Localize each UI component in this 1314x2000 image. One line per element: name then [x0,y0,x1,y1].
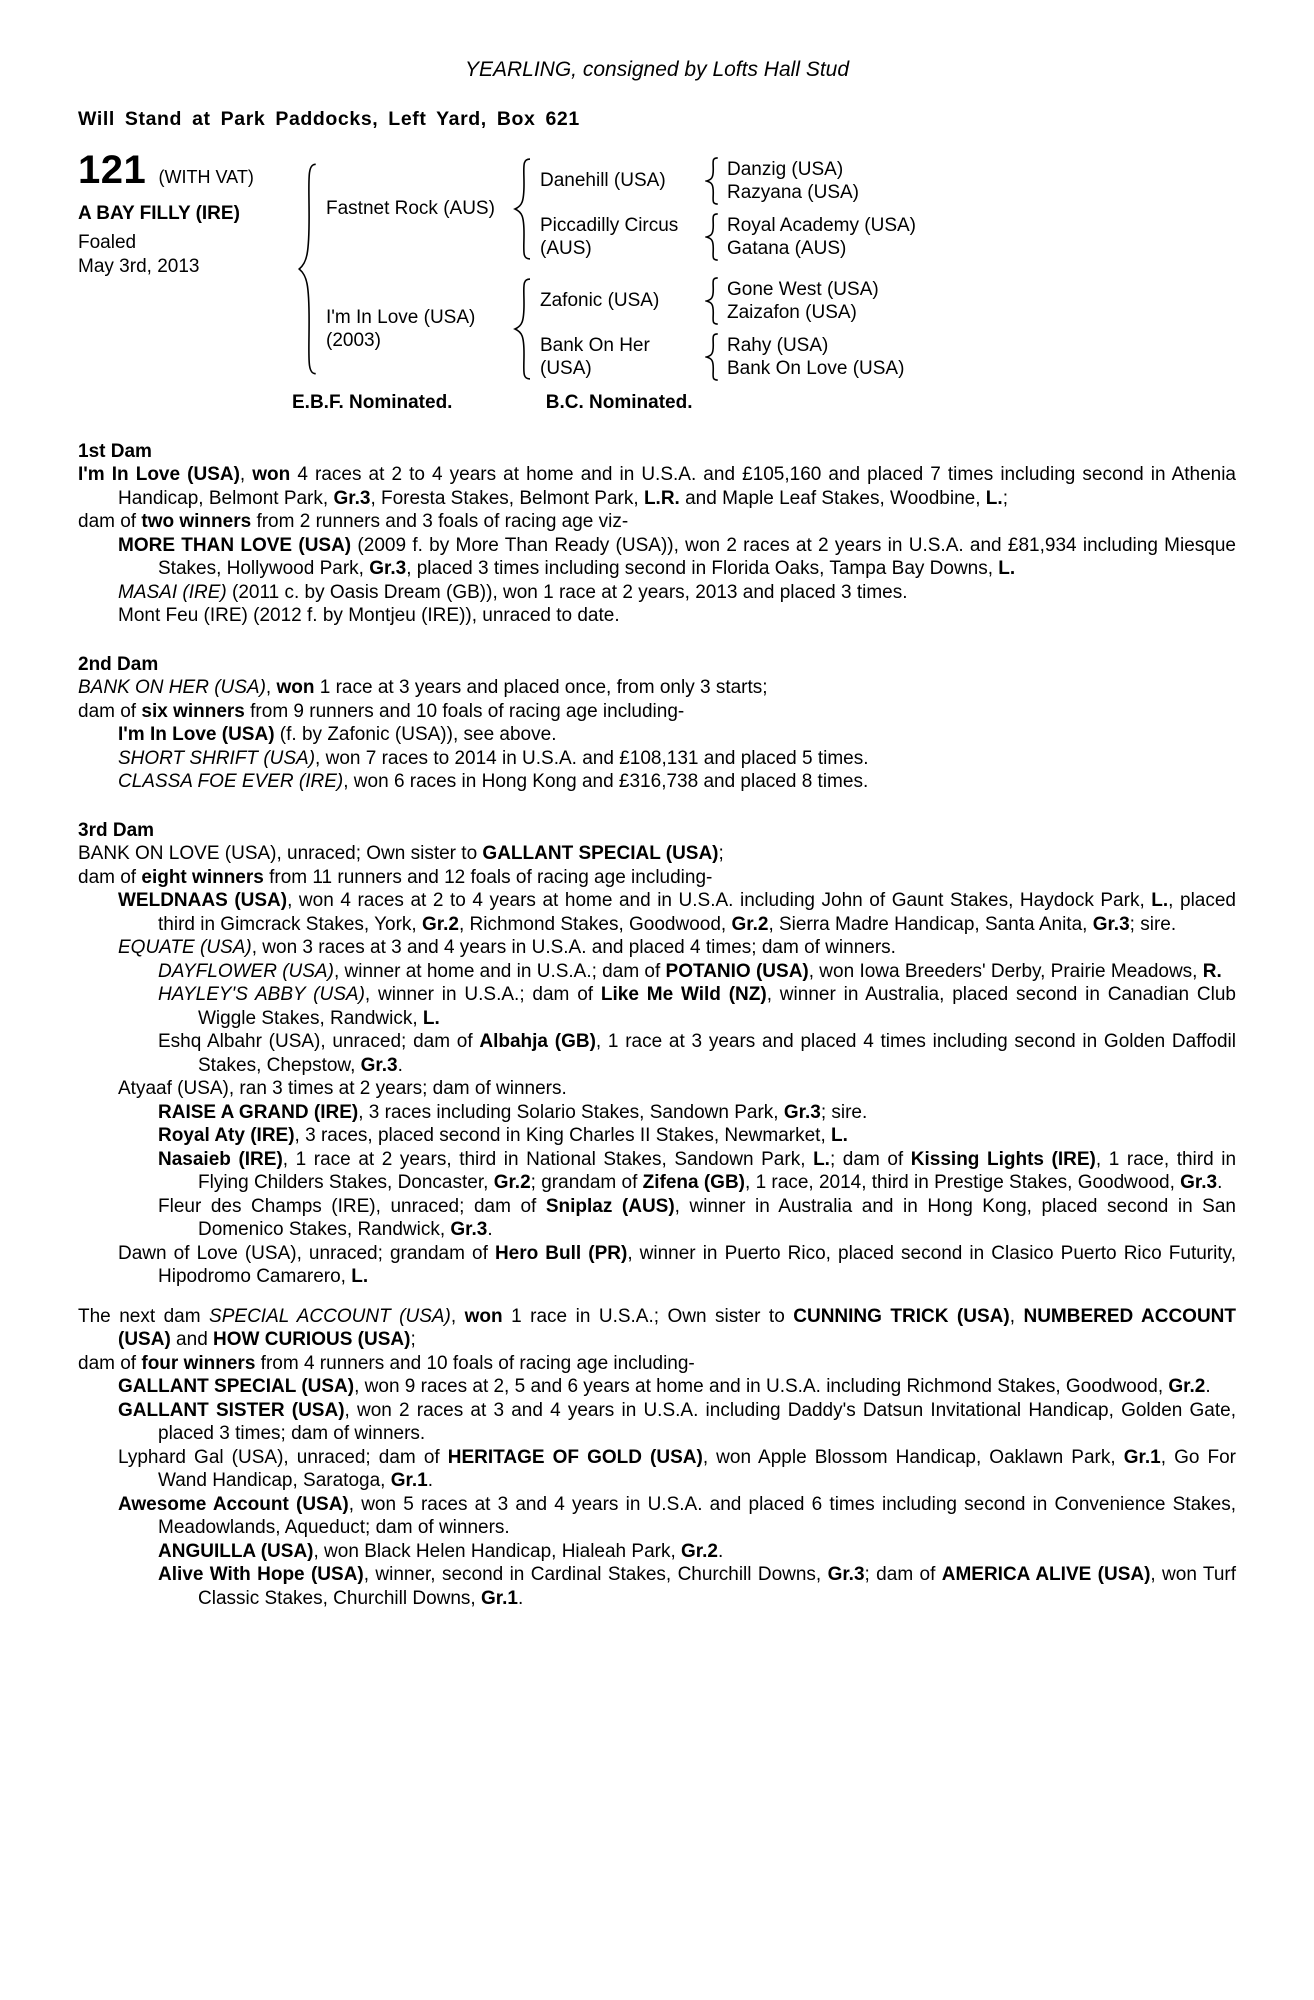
section-heading: 1st Dam [78,440,152,462]
sire-name: Fastnet Rock (AUS) [326,198,495,220]
text-segment: Kissing Lights (IRE) [910,1148,1096,1170]
text-segment: Albahja (GB) [479,1031,596,1052]
text-segment: . [487,1219,493,1240]
text-segment: Gr.3 [1180,1172,1218,1193]
horse-description: A BAY FILLY (IRE) [78,202,240,224]
text-segment: Gr.2 [731,913,769,935]
text-segment: won [464,1305,503,1327]
text-segment: won [276,677,315,698]
sire-sire-name: Danehill (USA) [540,170,666,192]
text-segment: Royal Aty (IRE) [158,1125,295,1146]
text-segment: Gr.3 [783,1101,821,1123]
text-segment: (f. by Zafonic (USA)), see above. [274,724,557,745]
text-segment: , won 2 races at 3 and 4 years in U.S.A. including Daddy's Datsun Invitational Handicap, Golden Gate, placed 3 times; dam of winners. [158,1399,1236,1444]
text-segment: , won 9 races at 2, 5 and 6 years at home and in U.S.A. including Richmond Stakes, Goodwood, [354,1376,1169,1397]
text-segment: , won 6 races in Hong Kong and £316,738 and placed 8 times. [343,771,869,792]
text-segment: Alive With Hope (USA) [158,1564,364,1585]
dam-dam-block [540,333,904,381]
pedigree-paragraph [78,1077,1236,1101]
sire-grandparents [540,157,916,261]
pedigree-paragraph [78,1030,1236,1077]
text-segment: SHORT SHRIFT (USA) [118,747,316,769]
great-granddam-name: Razyana (USA) [727,182,859,203]
pedigree-paragraph [78,1493,1236,1540]
text-segment: HERITAGE OF GOLD (USA) [447,1446,703,1468]
text-segment: L. [831,1125,848,1146]
text-segment: two winners [141,511,252,532]
text-segment: 1 race at 3 years and placed once, from only 3 starts; [314,677,768,698]
text-segment: dam of [78,511,142,532]
pedigree-paragraph [78,581,1236,605]
text-segment: from 11 runners and 12 foals of racing age including- [263,866,713,888]
text-segment: , winner at home and in U.S.A.; dam of [333,960,666,982]
text-segment: L. [998,558,1016,579]
dam-dam-parents [727,334,904,381]
text-segment: ; dam of [829,1148,911,1170]
lot-number: 121 [78,148,147,192]
great-grandsire-name: Rahy (USA) [727,334,829,356]
dam-sire-block [540,277,904,325]
pedigree-paragraph [78,1148,1236,1195]
text-segment: , Foresta Stakes, Belmont Park, [370,487,644,509]
text-segment: L. [422,1007,440,1029]
text-segment: Gr.2 [422,913,459,935]
text-segment: , 1 race, 2014, third in Prestige Stakes, Goodwood, [745,1172,1181,1193]
text-segment: Gr.2 [681,1540,719,1562]
text-segment: Zifena (GB) [642,1172,746,1193]
text-segment: dam of [78,1352,142,1374]
text-segment: , won Apple Blossom Handicap, Oaklawn Park, [702,1446,1124,1468]
text-segment: Gr.3 [369,558,407,579]
sire-dam-block [540,213,916,261]
lot-info [78,148,290,278]
pedigree-paragraph [78,1305,1236,1352]
pedigree-paragraph [78,676,1236,700]
text-segment: , won 7 races to 2014 in U.S.A. and £108,131 and placed 5 times. [315,747,869,769]
text-segment: , 3 races including Solario Stakes, Sandown Park, [358,1101,784,1123]
pedigree-paragraph [78,770,1236,794]
text-segment: , won Black Helen Handicap, Hialeah Park, [313,1540,682,1562]
text-segment: Gr.3 [450,1219,488,1240]
pedigree-main-brace-icon [297,160,319,378]
text-segment: (2011 c. by Oasis Dream (GB)), won 1 race at 2 years, 2013 and placed 3 times. [226,581,908,603]
dam-sire-brace-icon [705,277,720,325]
text-segment: L. [351,1266,369,1287]
sire-brace-icon [513,157,533,261]
text-segment: dam of [78,700,142,722]
foaled-date: May 3rd, 2013 [78,255,200,277]
ebf-nominated-label: E.B.F. Nominated. [292,392,453,413]
pedigree-paragraph [78,1399,1236,1446]
text-segment: , placed 3 times including second in Florida Oaks, Tampa Bay Downs, [406,558,999,579]
text-segment: Mont Feu (IRE) (2012 f. by Montjeu (IRE)), unraced to date. [118,605,620,626]
text-segment: DAYFLOWER (USA) [158,960,334,982]
pedigree-text [78,440,1236,1611]
text-segment: SPECIAL ACCOUNT (USA) [209,1305,451,1327]
text-segment: Gr.1 [480,1587,518,1609]
sire-sire-brace-icon [705,157,720,205]
pedigree-paragraph [78,1242,1236,1289]
pedigree-paragraph [78,1540,1236,1564]
great-grandsire-name: Royal Academy (USA) [727,214,917,236]
text-segment: CLASSA FOE EVER (IRE) [118,771,344,792]
text-segment: I'm In Love (USA) [118,724,275,745]
pedigree-paragraph [78,936,1236,960]
text-segment: GALLANT SISTER (USA) [118,1399,345,1421]
text-segment: ANGUILLA (USA) [158,1540,314,1562]
text-segment: I'm In Love (USA) [78,464,240,485]
text-segment: , winner in Australia and in Hong Kong, placed second in San Domenico Stakes, Randwick, [198,1195,1236,1240]
section-heading: 3rd Dam [78,819,155,841]
text-segment: , winner, second in Cardinal Stakes, Churchill Downs, [363,1564,828,1585]
text-segment: Eshq Albahr (USA), unraced; dam of [158,1031,480,1052]
text-segment: GALLANT SPECIAL (USA) [482,843,719,864]
great-granddam-name: Gatana (AUS) [727,238,847,259]
text-segment: ; sire. [1129,913,1177,935]
text-segment: Lyphard Gal (USA), unraced; dam of [118,1446,448,1468]
text-segment: from 2 runners and 3 foals of racing age viz- [251,511,629,532]
text-segment: Gr.2 [1168,1376,1206,1397]
text-segment: . [1217,1172,1223,1193]
text-segment: Gr.3 [827,1564,865,1585]
text-segment: , 1 race at 3 years and placed 4 times including second in Golden Daffodil Stakes, Chepstow, [198,1031,1236,1076]
great-grandsire-name: Danzig (USA) [727,158,844,180]
dam-block [326,277,916,381]
text-segment: from 4 runners and 10 foals of racing age including- [255,1352,695,1374]
text-segment: , [239,464,253,485]
great-granddam-name: Bank On Love (USA) [727,358,905,379]
text-segment: POTANIO (USA) [665,960,809,982]
sire-dam-name: Piccadilly Circus (AUS) [540,214,679,259]
pedigree-paragraph [78,889,1236,936]
text-segment: , won 5 races at 3 and 4 years in U.S.A. and placed 6 times including second in Convenience Stakes, Meadowlands, Aqueduct; dam of winners. [158,1493,1236,1538]
text-segment: WELDNAAS (USA) [118,890,288,911]
pedigree-paragraph [78,747,1236,771]
text-segment: , winner in U.S.A.; dam of [364,984,601,1005]
text-segment: Sniplaz (AUS) [545,1195,675,1217]
text-segment: six winners [141,700,245,722]
text-segment: , [450,1305,465,1327]
sire-block [326,157,916,261]
pedigree-paragraph [78,1195,1236,1242]
text-segment: Gr.1 [1123,1446,1161,1468]
great-grandsire-name: Gone West (USA) [727,278,879,300]
dam-grandparents [540,277,904,381]
pedigree-paragraph [78,960,1236,984]
pedigree-paragraph [78,604,1236,628]
dam-sire-name: Zafonic (USA) [540,290,660,312]
text-segment: BANK ON HER (USA) [78,677,266,698]
great-granddam-name: Zaizafon (USA) [727,302,857,323]
text-segment: , Richmond Stakes, Goodwood, [458,913,732,935]
pedigree-paragraph [78,510,1236,534]
text-segment: Gr.3 [333,487,371,509]
dam-sire-parents [727,278,879,325]
bc-nominated-label: B.C. Nominated. [545,392,693,413]
text-segment: , won 3 races at 3 and 4 years in U.S.A. and placed 4 times; dam of winners. [251,937,896,958]
text-segment: ; dam of [864,1564,942,1585]
pedigree-paragraph [78,1124,1236,1148]
pedigree-paragraph [78,1446,1236,1493]
nomination-row [78,391,1236,415]
lot-number-row [78,148,290,192]
text-segment: , won 4 races at 2 to 4 years at home and in U.S.A. including John of Gaunt Stakes, Haydock Park, [287,890,1152,911]
text-segment: ; [718,843,724,864]
page-title: YEARLING, consigned by Lofts Hall Stud [464,58,850,81]
text-segment: . [517,1587,524,1609]
text-segment: , won Turf Classic Stakes, Churchill Downs, [198,1564,1237,1609]
text-segment: won [252,464,291,485]
text-segment: Gr.2 [493,1172,531,1193]
section-heading: 2nd Dam [78,653,159,675]
text-segment: Nasaieb (IRE) [158,1148,283,1170]
pedigree-paragraph [78,983,1236,1030]
text-segment: Fleur des Champs (IRE), unraced; dam of [158,1195,546,1217]
text-segment: Atyaaf (USA), ran 3 times at 2 years; dam of winners. [118,1078,567,1099]
text-segment: 4 races at 2 to 4 years at home and in U.S.A. and £105,160 and placed 7 times including second in Athenia Handicap, Belmont Park, [118,464,1237,509]
text-segment: RAISE A GRAND (IRE) [158,1101,359,1123]
text-segment: HAYLEY'S ABBY (USA) [158,984,365,1005]
text-segment: ; [1002,487,1008,509]
text-segment: Gr.3 [1092,913,1130,935]
text-segment: . [427,1470,433,1491]
pedigree-paragraph [78,700,1236,724]
text-segment: EQUATE (USA) [118,937,252,958]
pedigree-parents [326,157,916,381]
text-segment: AMERICA ALIVE (USA) [941,1564,1151,1585]
text-segment: and Maple Leaf Stakes, Woodbine, [679,487,986,509]
pedigree-paragraph [78,463,1236,510]
text-segment: dam of [78,866,142,888]
text-segment: , Sierra Madre Handicap, Santa Anita, [768,913,1093,935]
text-segment: L. [1151,890,1169,911]
text-segment: MASAI (IRE) [118,581,227,603]
text-segment: , Go For Wand Handicap, Saratoga, [158,1446,1237,1491]
foaled-label: Foaled [78,232,137,253]
sire-sire-parents [727,158,859,205]
text-segment: NUMBERED ACCOUNT (USA) [118,1305,1237,1350]
text-segment: , winner in Puerto Rico, placed second in Clasico Puerto Rico Futurity, Hipodromo Camarero, [158,1242,1236,1287]
text-segment: ; [410,1329,416,1350]
text-segment: , 1 race at 2 years, third in National Stakes, Sandown Park, [282,1148,814,1170]
pedigree-paragraph [78,534,1236,581]
text-segment: L.R. [643,487,680,509]
text-segment: MORE THAN LOVE (USA) [118,534,352,556]
text-segment: R. [1202,960,1222,982]
text-segment: . [1205,1376,1211,1397]
text-segment: Dawn of Love (USA), unraced; grandam of [118,1242,495,1264]
lot-vat-note: (WITH VAT) [158,167,254,187]
pedigree-paragraph [78,1375,1236,1399]
text-segment: (2009 f. by More Than Ready (USA)), won 2 races at 2 years in U.S.A. and £81,934 including Miesque Stakes, Hollywood Park, [158,534,1236,579]
text-segment: and [170,1329,214,1350]
text-segment: 1 race in U.S.A.; Own sister to [502,1305,794,1327]
text-segment: , placed third in Gimcrack Stakes, York, [158,890,1236,935]
text-segment: ; sire. [820,1101,868,1123]
dam-brace-icon [513,277,533,381]
pedigree-block [78,148,1236,381]
sire-dam-parents [727,214,916,261]
text-segment: from 9 runners and 10 foals of racing age including- [244,700,685,722]
text-segment: HOW CURIOUS (USA) [213,1329,411,1350]
text-segment: , [265,677,277,698]
text-segment: eight winners [141,866,264,888]
text-segment: The next dam [78,1305,210,1327]
text-segment: GALLANT SPECIAL (USA) [118,1376,355,1397]
text-segment: CUNNING TRICK (USA) [793,1305,1010,1327]
pedigree-paragraph [78,1101,1236,1125]
pedigree-paragraph [78,866,1236,890]
text-segment: Awesome Account (USA) [118,1493,349,1515]
text-segment: Like Me Wild (NZ) [600,984,767,1005]
pedigree-paragraph [78,1352,1236,1376]
dam-name: I'm In Love (USA) (2003) [326,306,476,351]
text-segment: L. [985,487,1003,509]
text-segment: , 1 race, third in Flying Childers Stakes, Doncaster, [198,1148,1237,1193]
text-segment: , won Iowa Breeders' Derby, Prairie Meadows, [808,960,1203,982]
pedigree-paragraph [78,842,1236,866]
text-segment: Gr.3 [360,1054,398,1076]
text-segment: Gr.1 [390,1470,428,1491]
pedigree-paragraph [78,723,1236,747]
text-segment: L. [813,1148,830,1170]
dam-dam-name: Bank On Her (USA) [540,334,650,379]
text-segment: , 3 races, placed second in King Charles II Stakes, Newmarket, [294,1125,832,1146]
text-segment: . [397,1054,403,1076]
sire-dam-brace-icon [705,213,720,261]
text-segment: , winner in Australia, placed second in Canadian Club Wiggle Stakes, Randwick, [198,984,1236,1029]
text-segment: . [718,1540,724,1562]
dam-dam-brace-icon [705,333,720,381]
text-segment: , [1009,1305,1024,1327]
text-segment: ; grandam of [530,1172,643,1193]
text-segment: four winners [141,1352,256,1374]
section-gap [78,1289,1236,1305]
stand-location-line: Will Stand at Park Paddocks, Left Yard, Box 621 [78,107,580,130]
text-segment: BANK ON LOVE (USA), unraced; Own sister to [78,843,483,864]
sire-sire-block [540,157,916,205]
pedigree-paragraph [78,1563,1236,1610]
text-segment: Hero Bull (PR) [494,1242,628,1264]
